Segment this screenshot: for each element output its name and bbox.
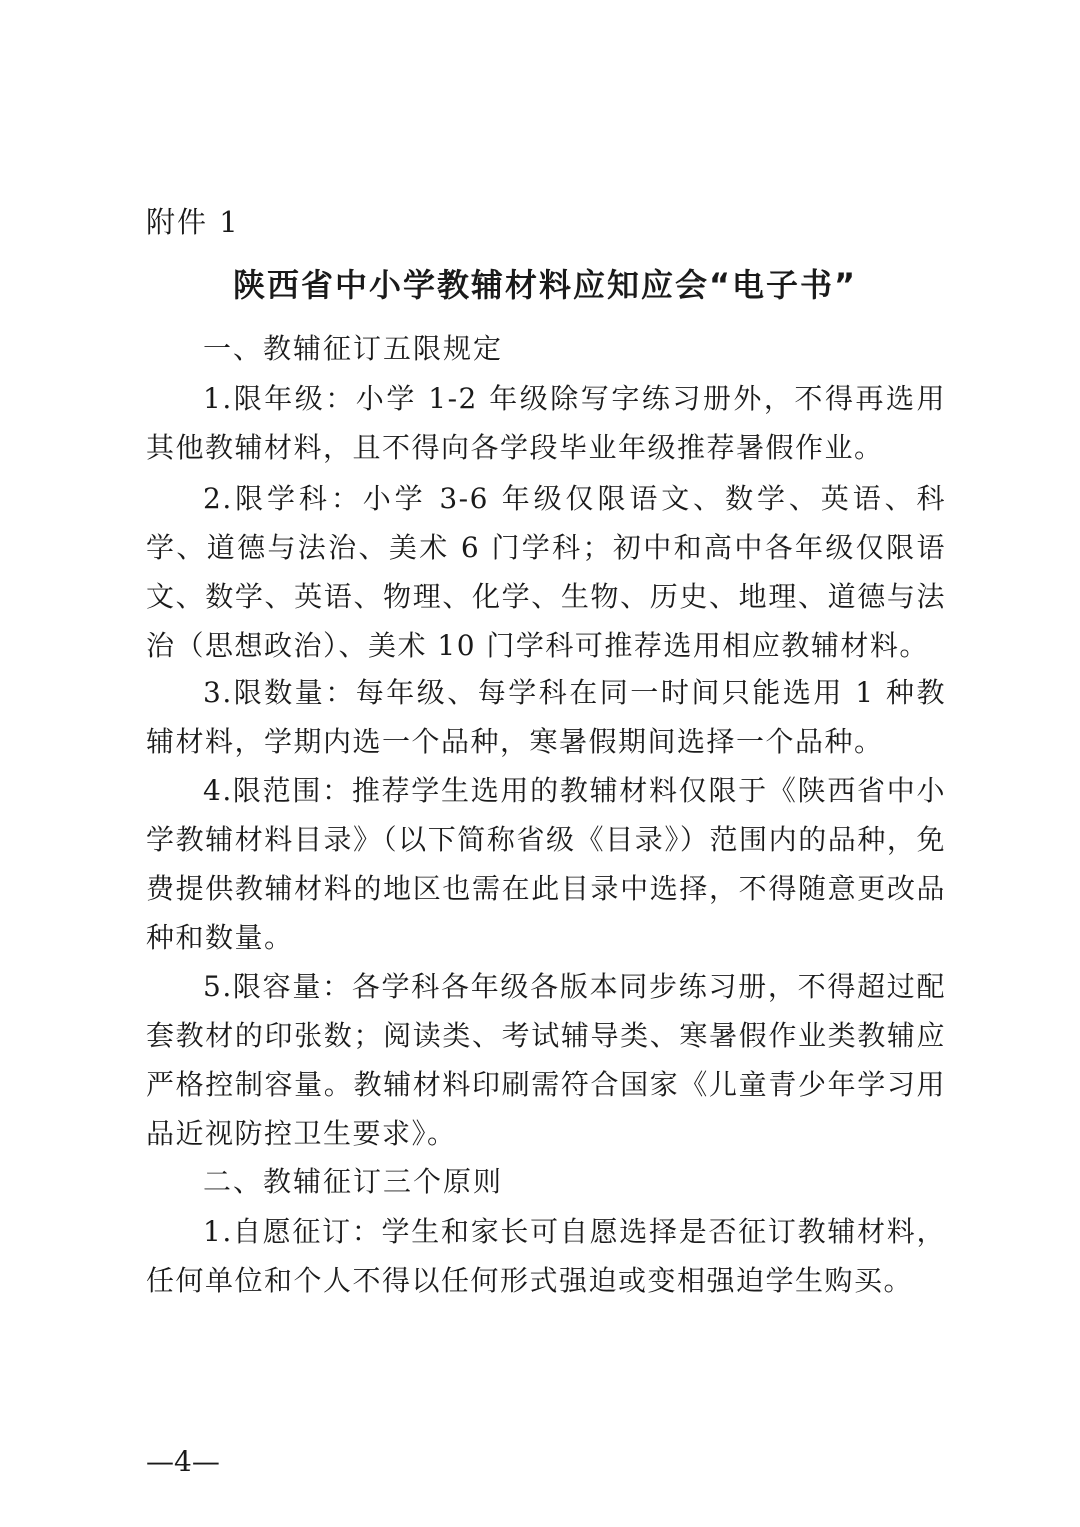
section-heading-1: 一、教辅征订五限规定 <box>203 332 504 365</box>
paragraph-limit-subject: 2.限学科：小学 3-6 年级仅限语文、数学、英语、科学、道德与法治、美术 6 门学科；初中和高中各年级仅限语文、数学、英语、物理、化学、生物、历史、地理、道德与法治（思想政治）、美术 10 门学科可推荐选用相应教辅材料。 <box>146 482 946 662</box>
page-number: —4— <box>146 1445 220 1478</box>
paragraph-voluntary-ordering: 1.自愿征订：学生和家长可自愿选择是否征订教辅材料，任何单位和个人不得以任何形式强迫或变相强迫学生购买。 <box>146 1215 946 1297</box>
attachment-label: 附件 1 <box>146 205 240 239</box>
section-heading-2: 二、教辅征订三个原则 <box>203 1165 504 1198</box>
document-title: 陕西省中小学教辅材料应知应会“电子书” <box>232 266 858 304</box>
paragraph-limit-grade: 1.限年级：小学 1-2 年级除写字练习册外，不得再选用其他教辅材料，且不得向各学段毕业年级推荐暑假作业。 <box>146 382 946 464</box>
paragraph-limit-scope: 4.限范围：推荐学生选用的教辅材料仅限于《陕西省中小学教辅材料目录》（以下简称省级《目录》）范围内的品种，免费提供教辅材料的地区也需在此目录中选择，不得随意更改品种和数量。 <box>146 774 946 954</box>
paragraph-limit-capacity: 5.限容量：各学科各年级各版本同步练习册，不得超过配套教材的印张数；阅读类、考试辅导类、寒暑假作业类教辅应严格控制容量。教辅材料印刷需符合国家《儿童青少年学习用品近视防控卫生要求》。 <box>146 970 946 1150</box>
paragraph-limit-quantity: 3.限数量：每年级、每学科在同一时间只能选用 1 种教辅材料，学期内选一个品种，寒暑假期间选择一个品种。 <box>146 676 946 758</box>
